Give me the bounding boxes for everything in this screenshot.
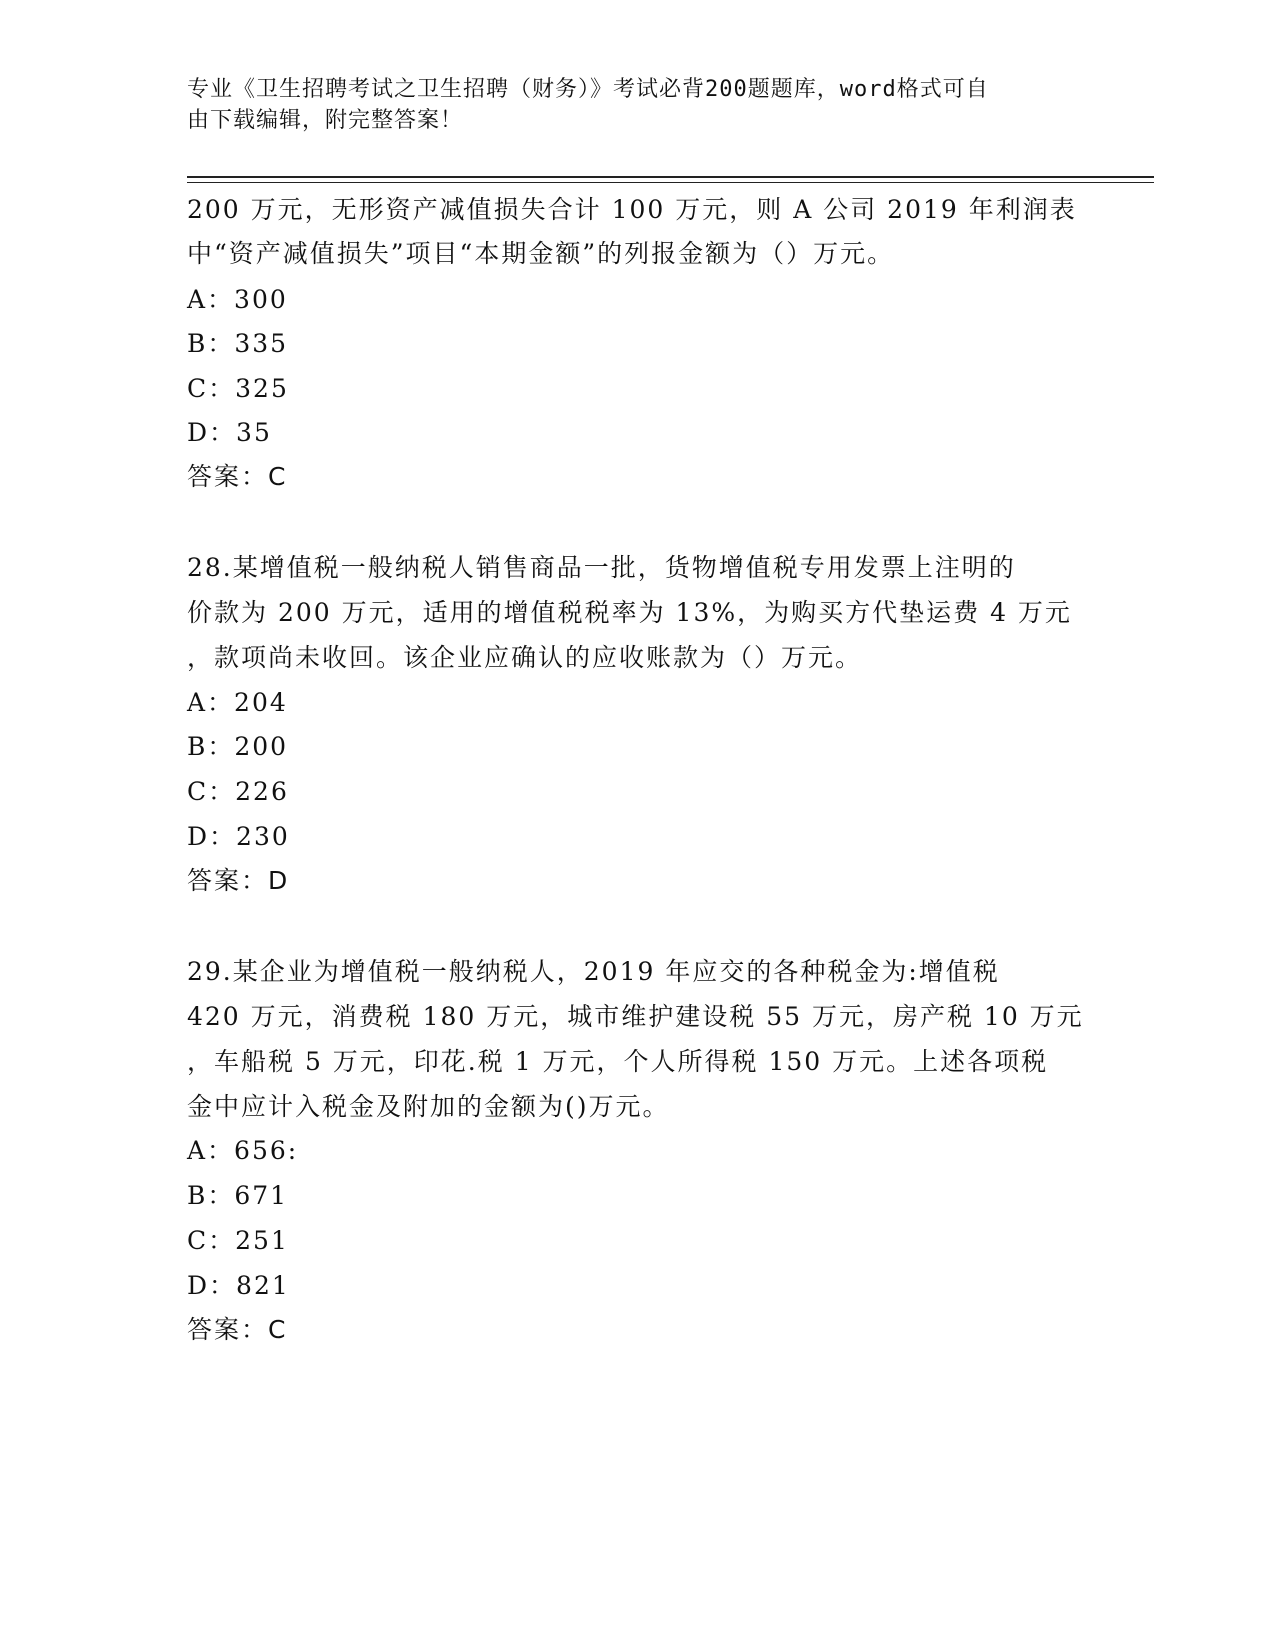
q29-option-d: D：821 xyxy=(187,1271,290,1300)
header-divider-thick xyxy=(187,176,1154,178)
q29-option-c: C：251 xyxy=(187,1226,289,1255)
q28-option-c: C：226 xyxy=(187,777,289,806)
document-header xyxy=(187,74,1067,136)
header-divider-thin xyxy=(187,182,1154,183)
q29-text-line-3: ，车船税 5 万元，印花.税 1 万元，个人所得税 150 万元。上述各项税 xyxy=(187,1047,1049,1076)
q29-text-line-4: 金中应计入税金及附加的金额为()万元。 xyxy=(187,1092,670,1121)
header-line-1: 专业《卫生招聘考试之卫生招聘（财务）》考试必背200题题库，word格式可自 xyxy=(187,77,989,102)
q28-option-d: D：230 xyxy=(187,822,290,851)
q27-text-line-1: 200 万元，无形资产减值损失合计 100 万元，则 A 公司 2019 年利润表 xyxy=(187,195,1077,224)
q29-answer: 答案：C xyxy=(187,1315,288,1344)
q27-option-a: A：300 xyxy=(187,285,288,314)
q27-option-b: B：335 xyxy=(187,329,289,358)
q27-answer: 答案：C xyxy=(187,462,288,491)
q28-text-line-2: 价款为 200 万元，适用的增值税税率为 13%，为购买方代垫运费 4 万元 xyxy=(187,598,1072,627)
q28-option-b: B：200 xyxy=(187,732,289,761)
q29-option-b: B：671 xyxy=(187,1181,289,1210)
header-line-2: 由下载编辑，附完整答案！ xyxy=(187,108,464,133)
q27-option-c: C：325 xyxy=(187,374,289,403)
q28-option-a: A：204 xyxy=(187,688,288,717)
q28-answer: 答案：D xyxy=(187,866,290,895)
q29-text-line-1: 29.某企业为增值税一般纳税人，2019 年应交的各种税金为:增值税 xyxy=(187,957,1000,986)
q28-text-line-1: 28.某增值税一般纳税人销售商品一批，货物增值税专用发票上注明的 xyxy=(187,553,1016,582)
q29-option-a: A：656: xyxy=(187,1136,299,1165)
q27-text-line-2: 中“资产减值损失”项目“本期金额”的列报金额为（）万元。 xyxy=(187,239,895,268)
q28-text-line-3: ，款项尚未收回。该企业应确认的应收账款为（）万元。 xyxy=(187,643,863,672)
q27-option-d: D：35 xyxy=(187,418,272,447)
q29-text-line-2: 420 万元，消费税 180 万元，城市维护建设税 55 万元，房产税 10 万元 xyxy=(187,1002,1084,1031)
